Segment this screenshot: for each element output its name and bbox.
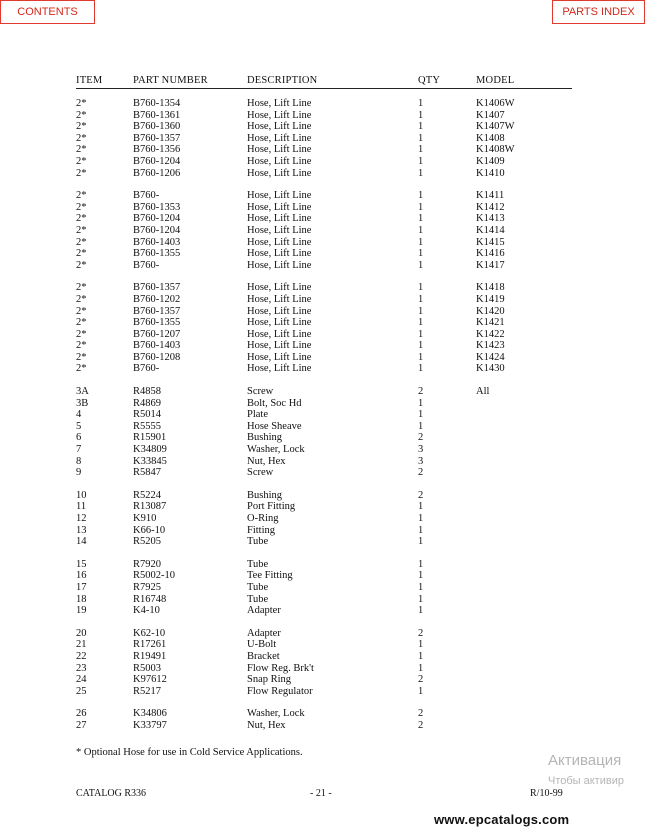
table-row bbox=[76, 294, 576, 306]
table-row bbox=[76, 317, 576, 329]
cell-description: Hose, Lift Line bbox=[247, 259, 312, 271]
cell-part-number: B760-1354 bbox=[133, 98, 181, 109]
table-row bbox=[76, 329, 576, 341]
table-row bbox=[76, 708, 576, 720]
cell-item: 15 bbox=[76, 558, 87, 570]
cell-item: 2* bbox=[76, 282, 87, 294]
cell-item: 2* bbox=[76, 132, 87, 144]
cell-qty: 1 bbox=[418, 593, 424, 605]
cell-part-number: K34806 bbox=[133, 708, 167, 720]
cell-part-number: R4858 bbox=[133, 386, 162, 398]
table-row bbox=[76, 306, 576, 318]
group-spacer bbox=[76, 617, 576, 628]
cell-description: Tube bbox=[247, 593, 269, 605]
header-description: DESCRIPTION bbox=[247, 75, 318, 86]
table-row bbox=[76, 363, 576, 375]
table-row bbox=[76, 501, 576, 513]
cell-model: K1412 bbox=[476, 201, 505, 213]
table-row bbox=[76, 456, 576, 468]
cell-description: Adapter bbox=[247, 605, 281, 617]
cell-description: O-Ring bbox=[247, 513, 279, 524]
table-row bbox=[76, 594, 576, 606]
table-row bbox=[76, 282, 576, 294]
cell-model: K1408W bbox=[476, 144, 515, 156]
cell-part-number: B760-1356 bbox=[133, 144, 181, 156]
cell-item: 4 bbox=[76, 409, 82, 421]
cell-item: 5 bbox=[76, 420, 82, 432]
cell-description: Tee Fitting bbox=[247, 570, 293, 582]
table-row bbox=[76, 110, 576, 122]
cell-qty: 1 bbox=[418, 248, 424, 260]
cell-qty: 2 bbox=[418, 708, 424, 720]
cell-item: 27 bbox=[76, 719, 87, 731]
table-row bbox=[76, 202, 576, 214]
cell-model: K1430 bbox=[476, 363, 505, 375]
cell-item: 16 bbox=[76, 570, 87, 582]
table-row bbox=[76, 248, 576, 260]
cell-qty: 1 bbox=[418, 317, 424, 329]
cell-part-number: K66-10 bbox=[133, 524, 166, 536]
table-row bbox=[76, 260, 576, 272]
cell-description: Hose, Lift Line bbox=[247, 236, 312, 248]
cell-description: Washer, Lock bbox=[247, 708, 305, 720]
cell-item: 2* bbox=[76, 109, 87, 121]
cell-description: Snap Ring bbox=[247, 674, 292, 686]
cell-model: K1424 bbox=[476, 351, 505, 363]
cell-item: 2* bbox=[76, 201, 87, 213]
cell-qty: 2 bbox=[418, 627, 424, 639]
table-row bbox=[76, 639, 576, 651]
cell-part-number: R7925 bbox=[133, 581, 162, 593]
cell-part-number: B760-1204 bbox=[133, 224, 181, 236]
cell-part-number: R5847 bbox=[133, 467, 162, 479]
cell-model: K1420 bbox=[476, 305, 505, 317]
cell-description: Fitting bbox=[247, 524, 276, 536]
cell-part-number: R17261 bbox=[133, 639, 167, 651]
cell-item: 10 bbox=[76, 489, 87, 501]
table-row bbox=[76, 237, 576, 249]
cell-qty: 1 bbox=[418, 513, 424, 524]
table-row bbox=[76, 582, 576, 594]
group-spacer bbox=[76, 697, 576, 708]
cell-description: Hose, Lift Line bbox=[247, 132, 312, 144]
cell-description: Hose, Lift Line bbox=[247, 98, 312, 109]
cell-qty: 1 bbox=[418, 259, 424, 271]
cell-item: 2* bbox=[76, 144, 87, 156]
cell-qty: 1 bbox=[418, 121, 424, 133]
table-row bbox=[76, 467, 576, 479]
table-row bbox=[76, 340, 576, 352]
cell-description: Flow Regulator bbox=[247, 685, 313, 697]
table-row bbox=[76, 663, 576, 675]
cell-description: Hose, Lift Line bbox=[247, 305, 312, 317]
header-model: MODEL bbox=[476, 75, 515, 86]
cell-item: 2* bbox=[76, 248, 87, 260]
cell-item: 18 bbox=[76, 593, 87, 605]
activation-watermark: Активация bbox=[548, 752, 622, 769]
cell-description: Screw bbox=[247, 386, 274, 398]
cell-item: 9 bbox=[76, 467, 82, 479]
cell-item: 19 bbox=[76, 605, 87, 617]
cell-qty: 2 bbox=[418, 489, 424, 501]
cell-item: 2* bbox=[76, 351, 87, 363]
header-part-number: PART NUMBER bbox=[133, 75, 208, 86]
cell-item: 2* bbox=[76, 293, 87, 305]
table-row bbox=[76, 98, 576, 110]
footnote: * Optional Hose for use in Cold Service Applications. bbox=[76, 747, 303, 758]
cell-description: Hose, Lift Line bbox=[247, 363, 312, 375]
cell-description: Hose, Lift Line bbox=[247, 224, 312, 236]
cell-qty: 2 bbox=[418, 432, 424, 444]
cell-part-number: B760-1353 bbox=[133, 201, 181, 213]
cell-description: Hose, Lift Line bbox=[247, 317, 312, 329]
cell-description: Nut, Hex bbox=[247, 719, 286, 731]
cell-model: K1417 bbox=[476, 259, 505, 271]
table-header bbox=[76, 76, 572, 89]
cell-part-number: B760-1360 bbox=[133, 121, 181, 133]
cell-model: K1413 bbox=[476, 213, 505, 225]
cell-qty: 1 bbox=[418, 224, 424, 236]
cell-description: Adapter bbox=[247, 627, 281, 639]
cell-description: Hose, Lift Line bbox=[247, 282, 312, 294]
table-row bbox=[76, 190, 576, 202]
cell-qty: 1 bbox=[418, 662, 424, 674]
table-row bbox=[76, 133, 576, 145]
group-spacer bbox=[76, 179, 576, 190]
table-row bbox=[76, 144, 576, 156]
cell-qty: 1 bbox=[418, 524, 424, 536]
cell-qty: 1 bbox=[418, 201, 424, 213]
table-row bbox=[76, 674, 576, 686]
cell-qty: 2 bbox=[418, 719, 424, 731]
cell-item: 2* bbox=[76, 224, 87, 236]
table-row bbox=[76, 686, 576, 698]
cell-item: 6 bbox=[76, 432, 82, 444]
cell-model: K1407W bbox=[476, 121, 515, 133]
footer-catalog: CATALOG R336 bbox=[76, 788, 147, 799]
table-row bbox=[76, 525, 576, 537]
cell-description: Hose, Lift Line bbox=[247, 109, 312, 121]
cell-description: Bushing bbox=[247, 432, 283, 444]
cell-item: 22 bbox=[76, 650, 87, 662]
cell-item: 2* bbox=[76, 155, 87, 167]
cell-part-number: B760-1357 bbox=[133, 282, 181, 294]
cell-model: K1410 bbox=[476, 167, 505, 179]
cell-qty: 2 bbox=[418, 386, 424, 398]
cell-item: 2* bbox=[76, 236, 87, 248]
cell-item: 26 bbox=[76, 708, 87, 720]
cell-part-number: B760-1204 bbox=[133, 155, 181, 167]
cell-part-number: R4869 bbox=[133, 397, 162, 409]
cell-item: 3A bbox=[76, 386, 89, 398]
group-spacer bbox=[76, 548, 576, 559]
table-row bbox=[76, 570, 576, 582]
cell-item: 2* bbox=[76, 363, 87, 375]
cell-item: 17 bbox=[76, 581, 87, 593]
cell-part-number: B760- bbox=[133, 363, 160, 375]
table-row bbox=[76, 559, 576, 571]
cell-item: 25 bbox=[76, 685, 87, 697]
cell-part-number: B760- bbox=[133, 259, 160, 271]
cell-model: K1421 bbox=[476, 317, 505, 329]
cell-description: Bolt, Soc Hd bbox=[247, 397, 302, 409]
cell-model: K1411 bbox=[476, 190, 505, 202]
cell-part-number: R15901 bbox=[133, 432, 167, 444]
cell-part-number: B760- bbox=[133, 190, 160, 202]
cell-qty: 1 bbox=[418, 639, 424, 651]
cell-description: Hose, Lift Line bbox=[247, 167, 312, 179]
cell-part-number: B760-1403 bbox=[133, 340, 181, 352]
table-row bbox=[76, 536, 576, 548]
cell-item: 2* bbox=[76, 259, 87, 271]
table-row bbox=[76, 386, 576, 398]
cell-qty: 1 bbox=[418, 351, 424, 363]
cell-part-number: R5014 bbox=[133, 409, 162, 421]
cell-part-number: R5217 bbox=[133, 685, 162, 697]
cell-description: Hose, Lift Line bbox=[247, 201, 312, 213]
cell-part-number: B760-1206 bbox=[133, 167, 181, 179]
cell-item: 8 bbox=[76, 455, 82, 467]
cell-item: 2* bbox=[76, 98, 87, 109]
cell-description: Tube bbox=[247, 581, 269, 593]
cell-qty: 1 bbox=[418, 293, 424, 305]
cell-model: K1407 bbox=[476, 109, 505, 121]
cell-description: Port Fitting bbox=[247, 501, 296, 513]
cell-description: Hose, Lift Line bbox=[247, 293, 312, 305]
cell-item: 12 bbox=[76, 513, 87, 524]
cell-qty: 1 bbox=[418, 340, 424, 352]
cell-part-number: B760-1207 bbox=[133, 328, 181, 340]
cell-qty: 1 bbox=[418, 501, 424, 513]
cell-part-number: R5205 bbox=[133, 536, 162, 548]
cell-description: Hose, Lift Line bbox=[247, 190, 312, 202]
cell-description: Hose, Lift Line bbox=[247, 121, 312, 133]
site-logo: www.epcatalogs.com bbox=[434, 812, 570, 827]
cell-part-number: B760-1361 bbox=[133, 109, 181, 121]
cell-description: Hose, Lift Line bbox=[247, 144, 312, 156]
cell-model: K1418 bbox=[476, 282, 505, 294]
cell-part-number: R16748 bbox=[133, 593, 167, 605]
cell-item: 14 bbox=[76, 536, 87, 548]
cell-item: 2* bbox=[76, 167, 87, 179]
cell-description: U-Bolt bbox=[247, 639, 277, 651]
cell-part-number: B760-1403 bbox=[133, 236, 181, 248]
cell-description: Hose, Lift Line bbox=[247, 213, 312, 225]
cell-qty: 1 bbox=[418, 144, 424, 156]
cell-part-number: K33845 bbox=[133, 455, 167, 467]
table-row bbox=[76, 444, 576, 456]
cell-part-number: B760-1357 bbox=[133, 132, 181, 144]
cell-qty: 1 bbox=[418, 536, 424, 548]
cell-description: Hose, Lift Line bbox=[247, 248, 312, 260]
cell-qty: 1 bbox=[418, 581, 424, 593]
cell-qty: 1 bbox=[418, 190, 424, 202]
cell-item: 2* bbox=[76, 190, 87, 202]
cell-qty: 1 bbox=[418, 305, 424, 317]
cell-description: Bushing bbox=[247, 489, 283, 501]
table-row bbox=[76, 168, 576, 180]
footer-date: R/10-99 bbox=[530, 788, 563, 799]
cell-model: K1414 bbox=[476, 224, 505, 236]
cell-model: K1408 bbox=[476, 132, 505, 144]
cell-model: K1419 bbox=[476, 293, 505, 305]
cell-qty: 1 bbox=[418, 282, 424, 294]
cell-description: Plate bbox=[247, 409, 268, 421]
cell-qty: 1 bbox=[418, 605, 424, 617]
cell-part-number: B760-1355 bbox=[133, 317, 181, 329]
cell-model: K1423 bbox=[476, 340, 505, 352]
cell-description: Flow Reg. Brk't bbox=[247, 662, 314, 674]
table-row bbox=[76, 720, 576, 732]
cell-item: 24 bbox=[76, 674, 87, 686]
activation-watermark-sub: Чтобы активир bbox=[548, 775, 624, 787]
cell-part-number: B760-1208 bbox=[133, 351, 181, 363]
cell-qty: 1 bbox=[418, 420, 424, 432]
cell-item: 23 bbox=[76, 662, 87, 674]
cell-part-number: R19491 bbox=[133, 650, 167, 662]
cell-part-number: K97612 bbox=[133, 674, 167, 686]
cell-part-number: R5002-10 bbox=[133, 570, 175, 582]
table-body bbox=[76, 98, 576, 732]
cell-qty: 3 bbox=[418, 455, 424, 467]
cell-item: 2* bbox=[76, 213, 87, 225]
cell-item: 7 bbox=[76, 444, 82, 456]
table-row bbox=[76, 490, 576, 502]
header-item: ITEM bbox=[76, 75, 103, 86]
cell-description: Hose, Lift Line bbox=[247, 340, 312, 352]
cell-part-number: K33797 bbox=[133, 719, 167, 731]
cell-description: Hose, Lift Line bbox=[247, 328, 312, 340]
table-row bbox=[76, 513, 576, 525]
cell-qty: 1 bbox=[418, 397, 424, 409]
cell-part-number: K910 bbox=[133, 513, 157, 524]
cell-item: 2* bbox=[76, 317, 87, 329]
cell-qty: 1 bbox=[418, 685, 424, 697]
cell-qty: 2 bbox=[418, 467, 424, 479]
cell-description: Hose Sheave bbox=[247, 420, 302, 432]
cell-part-number: R5224 bbox=[133, 489, 162, 501]
cell-description: Washer, Lock bbox=[247, 444, 305, 456]
cell-qty: 1 bbox=[418, 213, 424, 225]
table-row bbox=[76, 225, 576, 237]
cell-model: K1422 bbox=[476, 328, 505, 340]
cell-model: K1416 bbox=[476, 248, 505, 260]
cell-item: 2* bbox=[76, 305, 87, 317]
group-spacer bbox=[76, 479, 576, 490]
cell-item: 20 bbox=[76, 627, 87, 639]
table-row bbox=[76, 605, 576, 617]
cell-part-number: R5555 bbox=[133, 420, 162, 432]
cell-qty: 1 bbox=[418, 155, 424, 167]
cell-item: 2* bbox=[76, 340, 87, 352]
table-row bbox=[76, 421, 576, 433]
cell-qty: 1 bbox=[418, 650, 424, 662]
cell-qty: 1 bbox=[418, 409, 424, 421]
table-row bbox=[76, 121, 576, 133]
cell-part-number: K62-10 bbox=[133, 627, 166, 639]
cell-description: Bracket bbox=[247, 650, 280, 662]
cell-item: 11 bbox=[76, 501, 87, 513]
cell-part-number: K4-10 bbox=[133, 605, 160, 617]
table-row bbox=[76, 352, 576, 364]
group-spacer bbox=[76, 375, 576, 386]
cell-model: K1409 bbox=[476, 155, 505, 167]
cell-qty: 1 bbox=[418, 132, 424, 144]
cell-item: 21 bbox=[76, 639, 87, 651]
cell-qty: 2 bbox=[418, 674, 424, 686]
cell-model: K1406W bbox=[476, 98, 515, 109]
cell-item: 2* bbox=[76, 328, 87, 340]
cell-qty: 1 bbox=[418, 328, 424, 340]
cell-description: Hose, Lift Line bbox=[247, 155, 312, 167]
cell-qty: 1 bbox=[418, 98, 424, 109]
table-row bbox=[76, 213, 576, 225]
cell-part-number: B760-1204 bbox=[133, 213, 181, 225]
cell-part-number: R13087 bbox=[133, 501, 167, 513]
cell-part-number: K34809 bbox=[133, 444, 167, 456]
table-row bbox=[76, 651, 576, 663]
cell-model: All bbox=[476, 386, 490, 398]
table-row bbox=[76, 432, 576, 444]
cell-item: 3B bbox=[76, 397, 89, 409]
cell-part-number: B760-1355 bbox=[133, 248, 181, 260]
cell-part-number: R7920 bbox=[133, 558, 162, 570]
cell-part-number: B760-1202 bbox=[133, 293, 181, 305]
table-row bbox=[76, 409, 576, 421]
group-spacer bbox=[76, 271, 576, 282]
table-row bbox=[76, 398, 576, 410]
cell-item: 2* bbox=[76, 121, 87, 133]
cell-description: Hose, Lift Line bbox=[247, 351, 312, 363]
table-row bbox=[76, 156, 576, 168]
cell-description: Screw bbox=[247, 467, 274, 479]
cell-model: K1415 bbox=[476, 236, 505, 248]
cell-qty: 1 bbox=[418, 167, 424, 179]
cell-part-number: R5003 bbox=[133, 662, 162, 674]
header-qty: QTY bbox=[418, 75, 441, 86]
parts-index-button[interactable]: PARTS INDEX bbox=[552, 0, 645, 24]
table-row bbox=[76, 628, 576, 640]
footer-page-number: - 21 - bbox=[310, 788, 332, 799]
cell-qty: 1 bbox=[418, 236, 424, 248]
cell-qty: 1 bbox=[418, 363, 424, 375]
contents-button[interactable]: CONTENTS bbox=[0, 0, 95, 24]
cell-description: Tube bbox=[247, 558, 269, 570]
cell-qty: 1 bbox=[418, 109, 424, 121]
cell-qty: 1 bbox=[418, 558, 424, 570]
cell-description: Tube bbox=[247, 536, 269, 548]
cell-part-number: B760-1357 bbox=[133, 305, 181, 317]
cell-qty: 1 bbox=[418, 570, 424, 582]
cell-description: Nut, Hex bbox=[247, 455, 286, 467]
cell-item: 13 bbox=[76, 524, 87, 536]
cell-qty: 3 bbox=[418, 444, 424, 456]
